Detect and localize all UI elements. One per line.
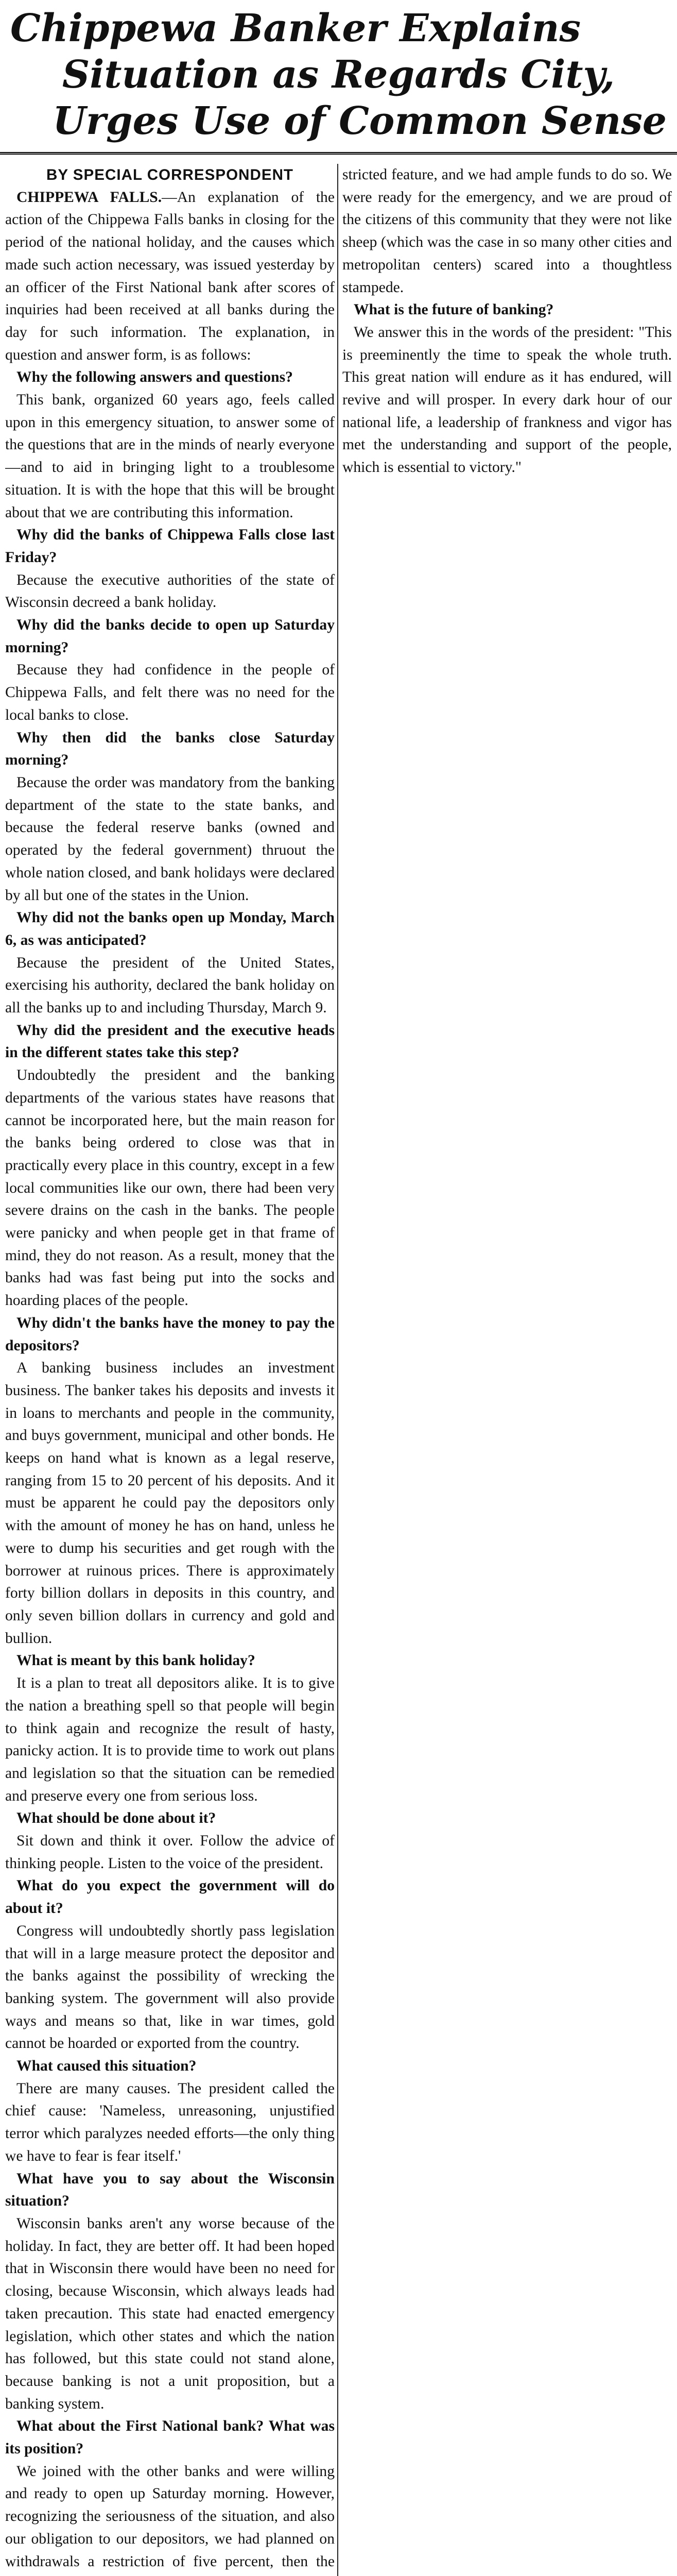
answer-paragraph: Sit down and think it over. Follow the advice of thinking people. Listen to the voice of the president. (5, 1833, 335, 1872)
article-column-right (342, 164, 672, 937)
answer-paragraph: We answer this in the words of the president: "This is preeminently the time to speak the whole truth. This great nation will endure as it has endured, will revive and will prosper. In every dark hour of our national life, a leadership of frankness and vigor has met the understanding and support of the people, which is essential to victory." (342, 324, 672, 476)
lead-text: —An explanation of the action of the Chippewa Falls banks in closing for the period of the national holiday, and the causes which made such action necessary, was issued yesterday by an officer of the First National bank after scores of inquiries had been received at all banks during the day for such information. The explanation, in question and answer form, is as follows: (5, 189, 335, 363)
question-paragraph: Why didn't the banks have the money to pay the depositors? (5, 1314, 335, 1354)
answer-paragraph: Congress will undoubtedly shortly pass legislation that will in a large measure protect the depositor and the banks against the possibility of wrecking the banking system. The government will also provide ways and means so that, like in war times, gold cannot be hoarded or exported from the country. (5, 1922, 335, 2052)
answer-paragraph: A banking business includes an investment business. The banker takes his deposits and invests it in loans to merchants and people in the community, and buys government, municipal and other bonds. He keeps on hand what is known as a legal reserve, ranging from 15 to 20 percent of his deposits. And it must be apparent he could pay the depositors only with the amount of money he has on hand, unless he were to dump his securities and get rough with the borrower at ruinous prices. There is approximately forty billion dollars in deposits in this country, and only seven billion dollars in currency and gold and bullion. (5, 1360, 335, 1647)
lead-paragraph (5, 187, 335, 367)
answer-paragraph: Because they had confidence in the people of Chippewa Falls, and felt there was no need for the local banks to close. (5, 662, 335, 723)
byline: BY SPECIAL CORRESPONDENT (46, 166, 294, 183)
answer-paragraph: This bank, organized 60 years ago, feels called upon in this emergency situation, to answer some of the questions that are in the minds of nearly everyone—and to aid in bringing light to a troublesome situation. It is with the hope that this will be brought about that we are contributing this information. (5, 392, 335, 521)
question-paragraph: Why then did the banks close Saturday morning? (5, 729, 335, 769)
question-paragraph: What caused this situation? (16, 2058, 197, 2075)
answer-paragraph: Undoubtedly the president and the banking departments of the various states have reasons that cannot be incorporated here, but the main reason for the banks being ordered to close was that in practically every place in this country, except in a few local communities like our own, there had been very severe drains on the cash in the banks. The people were panicky and when people get in that frame of mind, they do not reason. As a result, money that the banks had was fast being put into the socks and hoarding places of the people. (5, 1067, 335, 1309)
answer-paragraph: There are many causes. The president called the chief cause: 'Nameless, unreasoning, unjustified terror which paralyzes needed efforts—the only thing we have to fear is fear itself.' (5, 2080, 335, 2164)
question-paragraph: Why did the banks of Chippewa Falls close last Friday? (5, 527, 335, 566)
question-paragraph: Why did not the banks open up Monday, March 6, as was anticipated? (5, 909, 335, 948)
headline-line-1: Chippewa Banker Explains (10, 6, 581, 50)
question-paragraph: What do you expect the government will do about it? (5, 1877, 335, 1917)
question-paragraph: What have you to say about the Wisconsin situation? (5, 2170, 335, 2210)
answer-paragraph: Because the executive authorities of the state of Wisconsin decreed a bank holiday. (5, 571, 335, 611)
continued-paragraph: stricted feature, and we had ample funds to do so. We were ready for the emergency, and we are proud of the citizens of this community that they were not like sheep (which was the case in so many other cities and metropolitan centers) scared into a thoughtless stampede. (342, 166, 672, 296)
answer-paragraph: Because the president of the United States, exercising his authority, declared the bank holiday on all the banks up to and including Thursday, March 9. (5, 954, 335, 1016)
left-column-body (5, 366, 335, 2576)
right-column-body (342, 164, 672, 479)
answer-paragraph: Wisconsin banks aren't any worse because of the holiday. In fact, they are better off. It had been hoped that in Wisconsin there would have been no need for closing, because Wisconsin, which always leads had taken precaution. This state had enacted emergency legislation, which other states and which the nation has followed, but this state could not stand alone, because banking is not a unit proposition, but a banking system. (5, 2215, 335, 2412)
headline (0, 0, 677, 155)
question-paragraph: What should be done about it? (16, 1810, 216, 1827)
article-column-left (5, 164, 335, 2576)
question-paragraph: What is the future of banking? (354, 301, 554, 318)
question-paragraph: What is meant by this bank holiday? (16, 1652, 255, 1669)
headline-line-3: Urges Use of Common Sense (53, 99, 667, 143)
column-divider (337, 164, 338, 2576)
headline-line-2: Situation as Regards City, (62, 53, 615, 97)
answer-paragraph: It is a plan to treat all depositors alike. It is to give the nation a breathing spell so that people will begin to think again and recognize the result of hasty, panicky action. It is to provide time to work out plans and legislation so that the situation can be remedied and preserve every one from serious loss. (5, 1675, 335, 1804)
question-paragraph: Why did the banks decide to open up Saturday morning? (5, 617, 335, 656)
answer-paragraph: We joined with the other banks and were willing and ready to open up Saturday morning. However, recognizing the seriousness of the situation, and also our obligation to our depositors, we had planned on withdrawals a restriction of five percent, then the (5, 2463, 335, 2570)
question-paragraph: What about the First National bank? What was its position? (5, 2418, 335, 2458)
question-paragraph: Why the following answers and questions? (16, 369, 293, 386)
question-paragraph: Why did the president and the executive heads in the different states take this step? (5, 1022, 335, 1061)
dateline: CHIPPEWA FALLS. (16, 189, 162, 206)
answer-paragraph: Because the order was mandatory from the banking department of the state to the state banks, and because the federal reserve banks (owned and operated by the federal government) thruout the whole nation closed, and bank holidays were declared by all but one of the states in the Union. (5, 774, 335, 904)
